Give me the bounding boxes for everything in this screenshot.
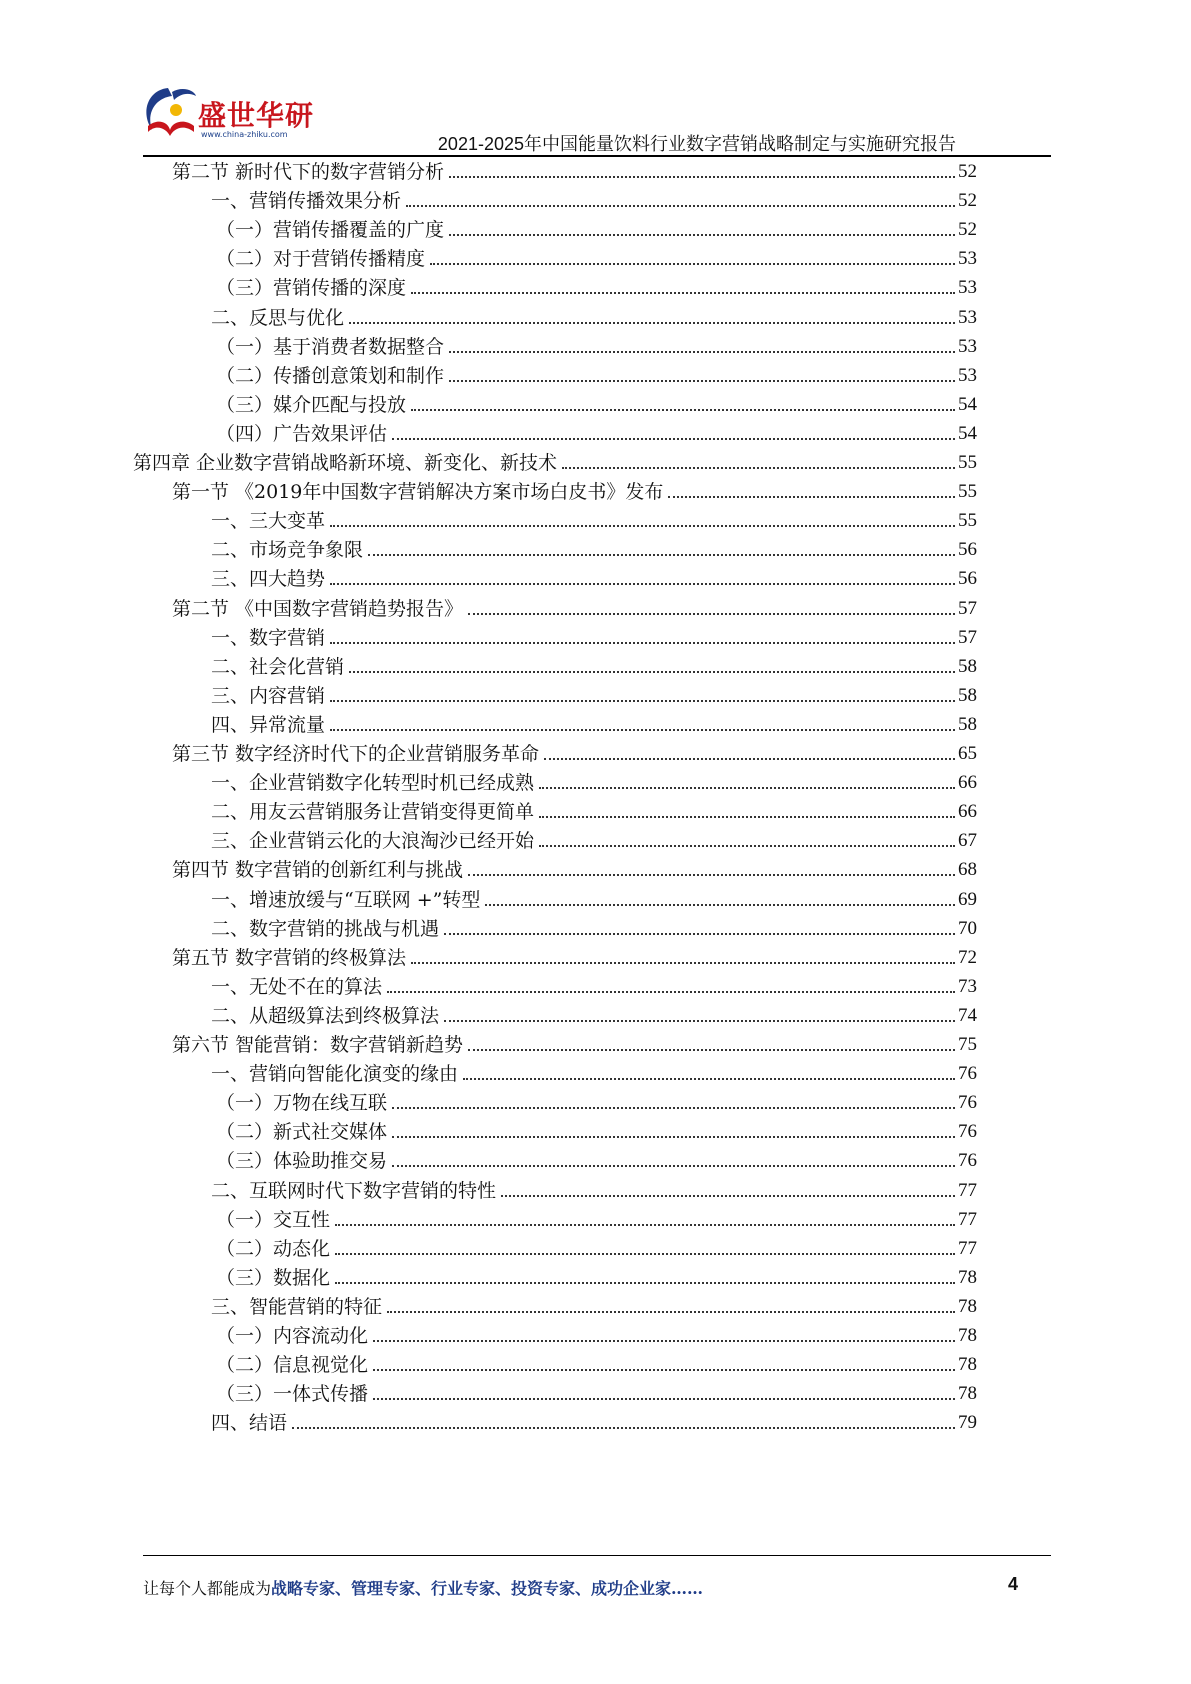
toc-entry[interactable] bbox=[211, 531, 977, 562]
toc-dot-leader bbox=[539, 787, 955, 789]
toc-entry-label: 一、增速放缓与“互联网 +”转型 bbox=[211, 888, 481, 911]
toc-entry-page: 53 bbox=[958, 277, 977, 299]
toc-entry-label: （二）对于营销传播精度 bbox=[216, 248, 426, 271]
toc-entry-page: 58 bbox=[958, 713, 977, 735]
toc-entry-label: （一）营销传播覆盖的广度 bbox=[216, 219, 445, 242]
toc-dot-leader bbox=[387, 991, 955, 993]
toc-entry-label: 第四节 数字营销的创新红利与挑战 bbox=[172, 859, 464, 882]
toc-entry-label: （三）营销传播的深度 bbox=[216, 277, 407, 300]
toc-entry-page: 67 bbox=[958, 830, 977, 852]
toc-entry-page: 53 bbox=[958, 306, 977, 328]
toc-dot-leader bbox=[411, 292, 955, 294]
toc-entry-page: 54 bbox=[958, 393, 977, 415]
toc-entry[interactable] bbox=[216, 1084, 977, 1115]
toc-entry-page: 57 bbox=[958, 597, 977, 619]
toc-entry-page: 78 bbox=[958, 1325, 977, 1346]
toc-entry-label: 第四章 企业数字营销战略新环境、新变化、新技术 bbox=[133, 452, 558, 474]
toc-entry-page: 74 bbox=[958, 1004, 977, 1026]
toc-entry[interactable] bbox=[216, 1142, 977, 1173]
toc-entry-label: （二）信息视觉化 bbox=[216, 1354, 369, 1377]
toc-entry-label: 三、智能营销的特征 bbox=[211, 1295, 383, 1318]
toc-dot-leader bbox=[392, 1165, 955, 1167]
toc-entry[interactable] bbox=[211, 1055, 977, 1086]
toc-dot-leader bbox=[330, 525, 955, 527]
toc-entry[interactable] bbox=[216, 1201, 977, 1232]
toc-entry-label: 二、数字营销的挑战与机遇 bbox=[211, 917, 440, 940]
company-logo bbox=[138, 82, 318, 152]
toc-dot-leader bbox=[668, 496, 955, 498]
toc-entry[interactable] bbox=[216, 415, 977, 446]
toc-entry-label: 第五节 数字营销的终极算法 bbox=[172, 946, 407, 969]
toc-entry[interactable] bbox=[172, 473, 977, 504]
footer-slogan bbox=[143, 1576, 703, 1599]
toc-entry[interactable] bbox=[211, 1288, 977, 1319]
logo-url: www.china-zhiku.com bbox=[201, 130, 288, 139]
toc-entry-page: 56 bbox=[958, 568, 977, 590]
toc-dot-leader bbox=[330, 642, 955, 644]
toc-entry-page: 77 bbox=[958, 1237, 977, 1259]
toc-dot-leader bbox=[392, 438, 955, 440]
toc-entry-page: 58 bbox=[958, 684, 977, 706]
toc-entry[interactable] bbox=[216, 357, 977, 388]
toc-dot-leader bbox=[335, 1224, 955, 1226]
toc-entry[interactable] bbox=[216, 211, 977, 242]
toc-dot-leader bbox=[463, 1078, 955, 1080]
toc-dot-leader bbox=[444, 1020, 955, 1022]
toc-entry[interactable] bbox=[216, 1375, 977, 1406]
toc-entry-label: （三）数据化 bbox=[216, 1266, 331, 1289]
toc-dot-leader bbox=[373, 1369, 955, 1371]
toc-entry-label: 二、社会化营销 bbox=[211, 655, 345, 678]
logo-emblem-icon bbox=[138, 82, 200, 144]
toc-entry-page: 56 bbox=[958, 539, 977, 561]
toc-entry-page: 75 bbox=[958, 1034, 977, 1055]
toc-dot-leader bbox=[444, 933, 955, 935]
toc-entry[interactable] bbox=[211, 910, 977, 941]
toc-dot-leader bbox=[349, 671, 955, 673]
toc-entry-label: 三、内容营销 bbox=[211, 684, 326, 707]
toc-dot-leader bbox=[368, 554, 955, 556]
toc-entry-label: 第二节 《中国数字营销趋势报告》 bbox=[172, 597, 464, 620]
toc-entry[interactable] bbox=[216, 1230, 977, 1261]
toc-entry-page: 70 bbox=[958, 917, 977, 939]
toc-entry-label: （二）新式社交媒体 bbox=[216, 1121, 388, 1144]
toc-dot-leader bbox=[562, 467, 955, 469]
toc-dot-leader bbox=[501, 1195, 955, 1197]
toc-dot-leader bbox=[392, 1107, 955, 1109]
toc-dot-leader bbox=[411, 409, 955, 411]
toc-entry-label: （一）交互性 bbox=[216, 1208, 331, 1231]
toc-entry-label: 四、异常流量 bbox=[211, 713, 326, 736]
toc-entry[interactable] bbox=[216, 328, 977, 359]
toc-entry-label: 二、反思与优化 bbox=[211, 306, 345, 329]
toc-entry-label: 第六节 智能营销：数字营销新趋势 bbox=[172, 1034, 464, 1056]
toc-entry-page: 78 bbox=[958, 1383, 977, 1405]
toc-entry[interactable] bbox=[211, 997, 977, 1028]
toc-dot-leader bbox=[292, 1427, 955, 1429]
toc-entry-label: 第一节 《2019年中国数字营销解决方案市场白皮书》发布 bbox=[172, 481, 664, 504]
toc-entry-page: 73 bbox=[958, 975, 977, 997]
toc-entry[interactable] bbox=[172, 590, 977, 621]
toc-entry[interactable] bbox=[216, 1113, 977, 1144]
toc-entry-page: 53 bbox=[958, 335, 977, 357]
toc-entry-page: 55 bbox=[958, 481, 977, 503]
toc-entry[interactable] bbox=[133, 444, 977, 475]
toc-entry-label: 二、市场竞争象限 bbox=[211, 539, 364, 562]
toc-entry-page: 77 bbox=[958, 1208, 977, 1230]
toc-entry-page: 69 bbox=[958, 888, 977, 910]
toc-dot-leader bbox=[406, 205, 955, 207]
toc-dot-leader bbox=[392, 1136, 955, 1138]
toc-entry-label: （二）传播创意策划和制作 bbox=[216, 364, 445, 387]
toc-dot-leader bbox=[449, 380, 955, 382]
toc-entry-page: 55 bbox=[958, 510, 977, 532]
slogan-highlight: 战略专家、管理专家、行业专家、投资专家、成功企业家…… bbox=[271, 1579, 704, 1598]
toc-entry[interactable] bbox=[172, 735, 977, 766]
toc-entry-page: 77 bbox=[958, 1179, 977, 1201]
toc-dot-leader bbox=[544, 758, 955, 760]
toc-dot-leader bbox=[468, 613, 955, 615]
toc-entry[interactable] bbox=[211, 648, 977, 679]
toc-entry-page: 52 bbox=[958, 161, 977, 182]
logo-name: 盛世华研 bbox=[198, 99, 315, 132]
toc-entry-page: 78 bbox=[958, 1295, 977, 1317]
toc-entry-label: 三、四大趋势 bbox=[211, 568, 326, 591]
toc-entry[interactable] bbox=[211, 502, 977, 533]
toc-entry-label: （二）动态化 bbox=[216, 1237, 331, 1260]
toc-dot-leader bbox=[468, 1049, 955, 1051]
page-number: 4 bbox=[1007, 1574, 1018, 1594]
toc-entry-label: （三）体验助推交易 bbox=[216, 1150, 388, 1173]
toc-entry-label: 一、三大变革 bbox=[211, 510, 326, 533]
toc-entry-label: 二、互联网时代下数字营销的特性 bbox=[211, 1179, 497, 1202]
toc-entry[interactable] bbox=[211, 793, 977, 824]
toc-entry[interactable] bbox=[216, 240, 977, 271]
toc-entry[interactable] bbox=[211, 764, 977, 795]
toc-dot-leader bbox=[335, 1253, 955, 1255]
toc-dot-leader bbox=[449, 351, 955, 353]
toc-entry-label: （一）内容流动化 bbox=[216, 1325, 369, 1347]
toc-entry-label: （三）一体式传播 bbox=[216, 1383, 369, 1406]
toc-entry[interactable] bbox=[216, 386, 977, 417]
toc-dot-leader bbox=[335, 1282, 955, 1284]
toc-entry-label: 四、结语 bbox=[211, 1412, 288, 1435]
toc-entry-page: 65 bbox=[958, 743, 977, 764]
toc-entry-page: 78 bbox=[958, 1354, 977, 1376]
toc-entry-page: 52 bbox=[958, 190, 977, 212]
toc-entry[interactable] bbox=[211, 968, 977, 999]
toc-dot-leader bbox=[373, 1340, 955, 1342]
toc-entry-page: 76 bbox=[958, 1121, 977, 1143]
toc-dot-leader bbox=[411, 962, 955, 964]
toc-dot-leader bbox=[349, 322, 955, 324]
footer-divider bbox=[143, 1555, 1051, 1556]
toc-dot-leader bbox=[539, 816, 955, 818]
toc-entry-label: 第三节 数字经济时代下的企业营销服务革命 bbox=[172, 743, 540, 765]
toc-entry-page: 76 bbox=[958, 1150, 977, 1172]
toc-entry[interactable] bbox=[211, 299, 977, 330]
toc-entry[interactable] bbox=[211, 182, 977, 213]
slogan-prefix: 让每个人都能成为 bbox=[143, 1579, 272, 1598]
toc-entry-page: 76 bbox=[958, 1092, 977, 1114]
toc-entry[interactable] bbox=[216, 1317, 977, 1348]
toc-entry[interactable] bbox=[172, 153, 977, 184]
toc-entry[interactable] bbox=[211, 1404, 977, 1435]
toc-entry[interactable] bbox=[172, 1026, 977, 1057]
toc-dot-leader bbox=[330, 700, 955, 702]
toc-entry[interactable] bbox=[211, 560, 977, 591]
toc-entry-label: 一、企业营销数字化转型时机已经成熟 bbox=[211, 772, 535, 795]
report-title: 2021-2025年中国能量饮料行业数字营销战略制定与实施研究报告 bbox=[437, 134, 956, 154]
toc-entry[interactable] bbox=[211, 1172, 977, 1203]
toc-entry-page: 53 bbox=[958, 248, 977, 270]
toc-entry[interactable] bbox=[211, 619, 977, 650]
toc-dot-leader bbox=[449, 176, 955, 178]
toc-entry[interactable] bbox=[172, 939, 977, 970]
toc-entry[interactable] bbox=[211, 706, 977, 737]
toc-entry-page: 66 bbox=[958, 801, 977, 823]
toc-entry[interactable] bbox=[211, 881, 977, 912]
toc-entry[interactable] bbox=[211, 822, 977, 853]
toc-entry-label: 一、营销传播效果分析 bbox=[211, 190, 402, 213]
toc-entry-label: 第二节 新时代下的数字营销分析 bbox=[172, 161, 445, 183]
toc-entry[interactable] bbox=[216, 1259, 977, 1290]
toc-entry-page: 66 bbox=[958, 772, 977, 794]
toc-entry-page: 53 bbox=[958, 364, 977, 386]
toc-entry[interactable] bbox=[172, 851, 977, 882]
toc-entry[interactable] bbox=[216, 269, 977, 300]
toc-entry-page: 79 bbox=[958, 1412, 977, 1434]
toc-dot-leader bbox=[468, 874, 955, 876]
toc-entry-label: 三、企业营销云化的大浪淘沙已经开始 bbox=[211, 830, 535, 853]
toc-entry-label: 一、营销向智能化演变的缘由 bbox=[211, 1063, 459, 1086]
toc-entry[interactable] bbox=[211, 677, 977, 708]
toc-entry-label: （一）万物在线互联 bbox=[216, 1092, 388, 1115]
toc-entry[interactable] bbox=[216, 1346, 977, 1377]
toc-dot-leader bbox=[430, 263, 955, 265]
toc-entry-page: 57 bbox=[958, 626, 977, 648]
toc-entry-page: 55 bbox=[958, 452, 977, 473]
toc-dot-leader bbox=[330, 583, 955, 585]
toc-entry-page: 68 bbox=[958, 859, 977, 881]
toc-dot-leader bbox=[539, 845, 955, 847]
toc-dot-leader bbox=[387, 1311, 955, 1313]
toc-entry-page: 54 bbox=[958, 422, 977, 444]
toc-entry-label: （四）广告效果评估 bbox=[216, 422, 388, 445]
toc-entry-label: 二、用友云营销服务让营销变得更简单 bbox=[211, 801, 535, 824]
toc-entry-label: 二、从超级算法到终极算法 bbox=[211, 1004, 440, 1027]
toc-dot-leader bbox=[330, 729, 955, 731]
toc-entry-page: 52 bbox=[958, 219, 977, 241]
toc-entry-page: 76 bbox=[958, 1063, 977, 1085]
toc-entry-label: （一）基于消费者数据整合 bbox=[216, 335, 445, 358]
toc-entry-page: 72 bbox=[958, 946, 977, 968]
toc-dot-leader bbox=[485, 904, 955, 906]
toc-entry-label: 一、数字营销 bbox=[211, 626, 326, 649]
toc-entry-page: 58 bbox=[958, 655, 977, 677]
toc-entry-page: 78 bbox=[958, 1266, 977, 1288]
toc-entry-label: （三）媒介匹配与投放 bbox=[216, 393, 407, 416]
toc-dot-leader bbox=[373, 1398, 955, 1400]
toc-entry-label: 一、无处不在的算法 bbox=[211, 975, 383, 998]
toc-dot-leader bbox=[449, 234, 955, 236]
